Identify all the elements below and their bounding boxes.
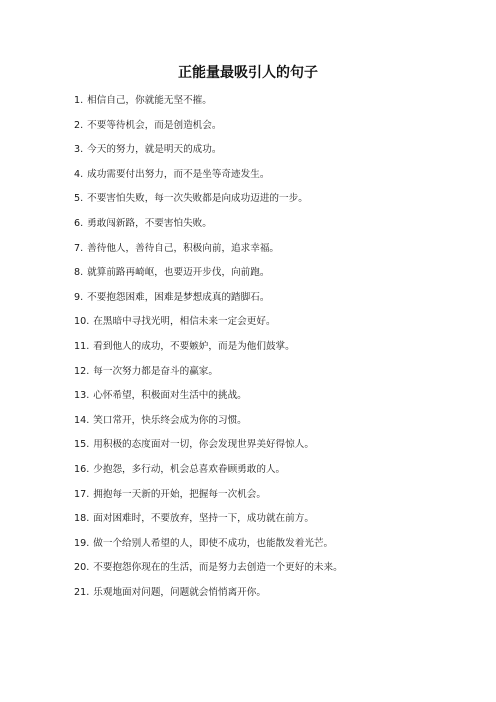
item-number: 1.: [74, 95, 84, 106]
list-item: [74, 365, 474, 390]
item-number: 21.: [74, 586, 90, 598]
item-number: 19.: [74, 537, 90, 549]
item-text: 相信自己，你就能无坚不摧。: [87, 95, 212, 106]
item-number: 13.: [74, 390, 90, 402]
list-item: [74, 291, 474, 316]
item-number: 16.: [74, 463, 90, 475]
list-item: [74, 242, 474, 267]
list-item: [74, 168, 474, 193]
document-title: 正能量最吸引人的句子: [178, 65, 318, 81]
list-item: [74, 266, 474, 291]
item-number: 15.: [74, 439, 90, 451]
list-item: [74, 217, 474, 242]
item-text: 不要等待机会，而是创造机会。: [87, 119, 222, 131]
item-number: 8.: [74, 267, 84, 279]
item-number: 18.: [74, 513, 90, 525]
list-item: [74, 119, 474, 144]
item-text: 不要害怕失败，每一次失败都是向成功迈进的一步。: [87, 193, 308, 205]
list-item: [74, 512, 474, 537]
list-item: [74, 340, 474, 365]
list-item: [74, 315, 474, 340]
item-text: 心怀希望，积极面对生活中的挑战。: [93, 390, 247, 402]
list-item: [74, 94, 474, 119]
item-text: 乐观地面对问题，问题就会悄悄离开你。: [93, 586, 266, 598]
item-text: 成功需要付出努力，而不是坐等奇迹发生。: [87, 168, 270, 180]
item-number: 6.: [74, 217, 84, 229]
list-item: [74, 438, 474, 463]
item-number: 2.: [74, 119, 84, 131]
quote-list: [74, 94, 474, 610]
item-text: 不要抱怨你现在的生活，而是努力去创造一个更好的未来。: [93, 562, 343, 574]
item-text: 不要抱怨困难，困难是梦想成真的踏脚石。: [87, 291, 270, 303]
item-text: 用积极的态度面对一切，你会发现世界美好得惊人。: [93, 439, 314, 451]
item-text: 拥抱每一天新的开始，把握每一次机会。: [93, 488, 266, 500]
item-text: 就算前路再崎岖，也要迈开步伐，向前跑。: [87, 267, 270, 279]
list-item: [74, 414, 474, 439]
item-text: 面对困难时，不要放弃，坚持一下，成功就在前方。: [93, 513, 314, 525]
item-number: 12.: [74, 365, 90, 377]
item-text: 每一次努力都是奋斗的赢家。: [93, 365, 218, 377]
item-text: 今天的努力，就是明天的成功。: [87, 144, 222, 156]
item-text: 在黑暗中寻找光明，相信未来一定会更好。: [93, 316, 276, 328]
list-item: [74, 389, 474, 414]
item-number: 14.: [74, 414, 90, 426]
item-number: 11.: [74, 340, 90, 352]
list-item: [74, 192, 474, 217]
item-number: 9.: [74, 291, 84, 303]
list-item: [74, 488, 474, 513]
item-text: 做一个给别人希望的人，即使不成功，也能散发着光芒。: [93, 537, 334, 549]
item-number: 20.: [74, 562, 90, 574]
item-text: 笑口常开，快乐终会成为你的习惯。: [93, 414, 247, 426]
list-item: [74, 143, 474, 168]
item-text: 勇敢闯新路，不要害怕失败。: [87, 217, 212, 229]
item-text: 少抱怨，多行动，机会总喜欢眷顾勇敢的人。: [93, 463, 286, 475]
item-text: 善待他人，善待自己，积极向前，追求幸福。: [87, 242, 280, 254]
item-number: 3.: [74, 144, 84, 156]
item-number: 10.: [74, 316, 90, 328]
list-item: [74, 463, 474, 488]
item-number: 5.: [74, 193, 84, 205]
list-item: [74, 561, 474, 586]
list-item: [74, 537, 474, 562]
item-number: 4.: [74, 168, 84, 180]
item-number: 17.: [74, 488, 90, 500]
item-text: 看到他人的成功，不要嫉妒，而是为他们鼓掌。: [93, 340, 295, 352]
item-number: 7.: [74, 242, 84, 254]
list-item: [74, 586, 474, 611]
